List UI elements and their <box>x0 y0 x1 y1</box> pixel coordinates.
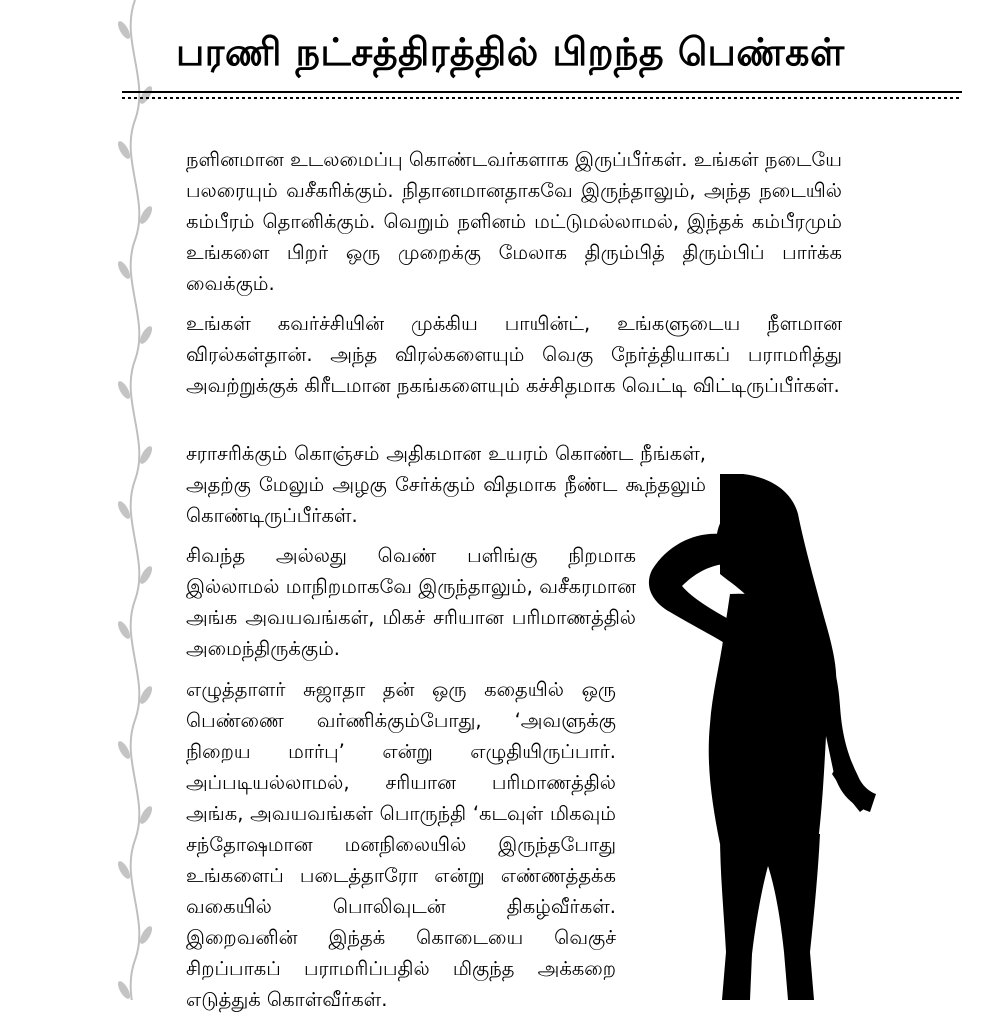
paragraph-5: எழுத்தாளர் சுஜாதா தன் ஒரு கதையில் ஒரு பெண்ணை வர்ணிக்கும்போது, ‘அவளுக்கு நிறைய மார்பு’ என்று எழுதியிருப்பார். அப்படியல்லாமல், சரியான பரிமாணத்தில் அங்க, அவயவங்கள் பொருந்தி ‘கடவுள் மிகவும் சந்தோஷமான மனநிலையில் இருந்தபோது உங்களைப் படைத்தாரோ என்று எண்ணத்தக்க வகையில் பொலிவுடன் திகழ்வீர்கள். இறைவனின் இந்தக் கொடையை வெகுச் சிறப்பாகப் பராமரிப்பதில் மிகுந்த அக்கறை எடுத்துக் கொள்வீர்கள். <box>186 678 616 1011</box>
page-title: பரணி நட்சத்திரத்தில் பிறந்த பெண்கள் <box>176 30 845 74</box>
paragraph-3: சராசரிக்கும் கொஞ்சம் அதிகமான உயரம் கொண்ட நீங்கள், அதற்கு மேலும் அழகு சேர்க்கும் விதமாக நீண்ட கூந்தலும் கொண்டிருப்பீர்கள். <box>186 442 706 527</box>
paragraph-4: சிவந்த அல்லது வெண் பளிங்கு நிறமாக இல்லாமல் மாநிறமாகவே இருந்தாலும், வசீகரமான அங்க அவயவங்கள், மிகச் சரியான பரிமாணத்தில் அமைந்திருக்கும். <box>186 544 636 660</box>
paragraph-1: நளினமான உடலமைப்பு கொண்டவர்களாக இருப்பீர்கள். உங்கள் நடையே பலரையும் வசீகரிக்கும். நிதானமானதாகவே இருந்தாலும், அந்த நடையில் கம்பீரம் தொனிக்கும். வெறும் நளினம் மட்டுமல்லாமல், இந்தக் கம்பீரமும் உங்களை பிறர் ஒரு முறைக்கு மேலாக திரும்பித் திரும்பிப் பார்க்க வைக்கும். <box>186 148 842 295</box>
paragraph-2: உங்கள் கவர்ச்சியின் முக்கிய பாயின்ட், உங்களுடைய நீளமான விரல்கள்தான். அந்த விரல்களையும் வெகு நேர்த்தியாகப் பராமரித்து அவற்றுக்குக் கிரீடமான நகங்களையும் கச்சிதமாக வெட்டி விட்டிருப்பீர்கள். <box>186 312 842 397</box>
decorative-vine-border <box>112 0 158 1000</box>
title-divider <box>122 88 962 102</box>
woman-silhouette-image <box>600 474 890 1000</box>
